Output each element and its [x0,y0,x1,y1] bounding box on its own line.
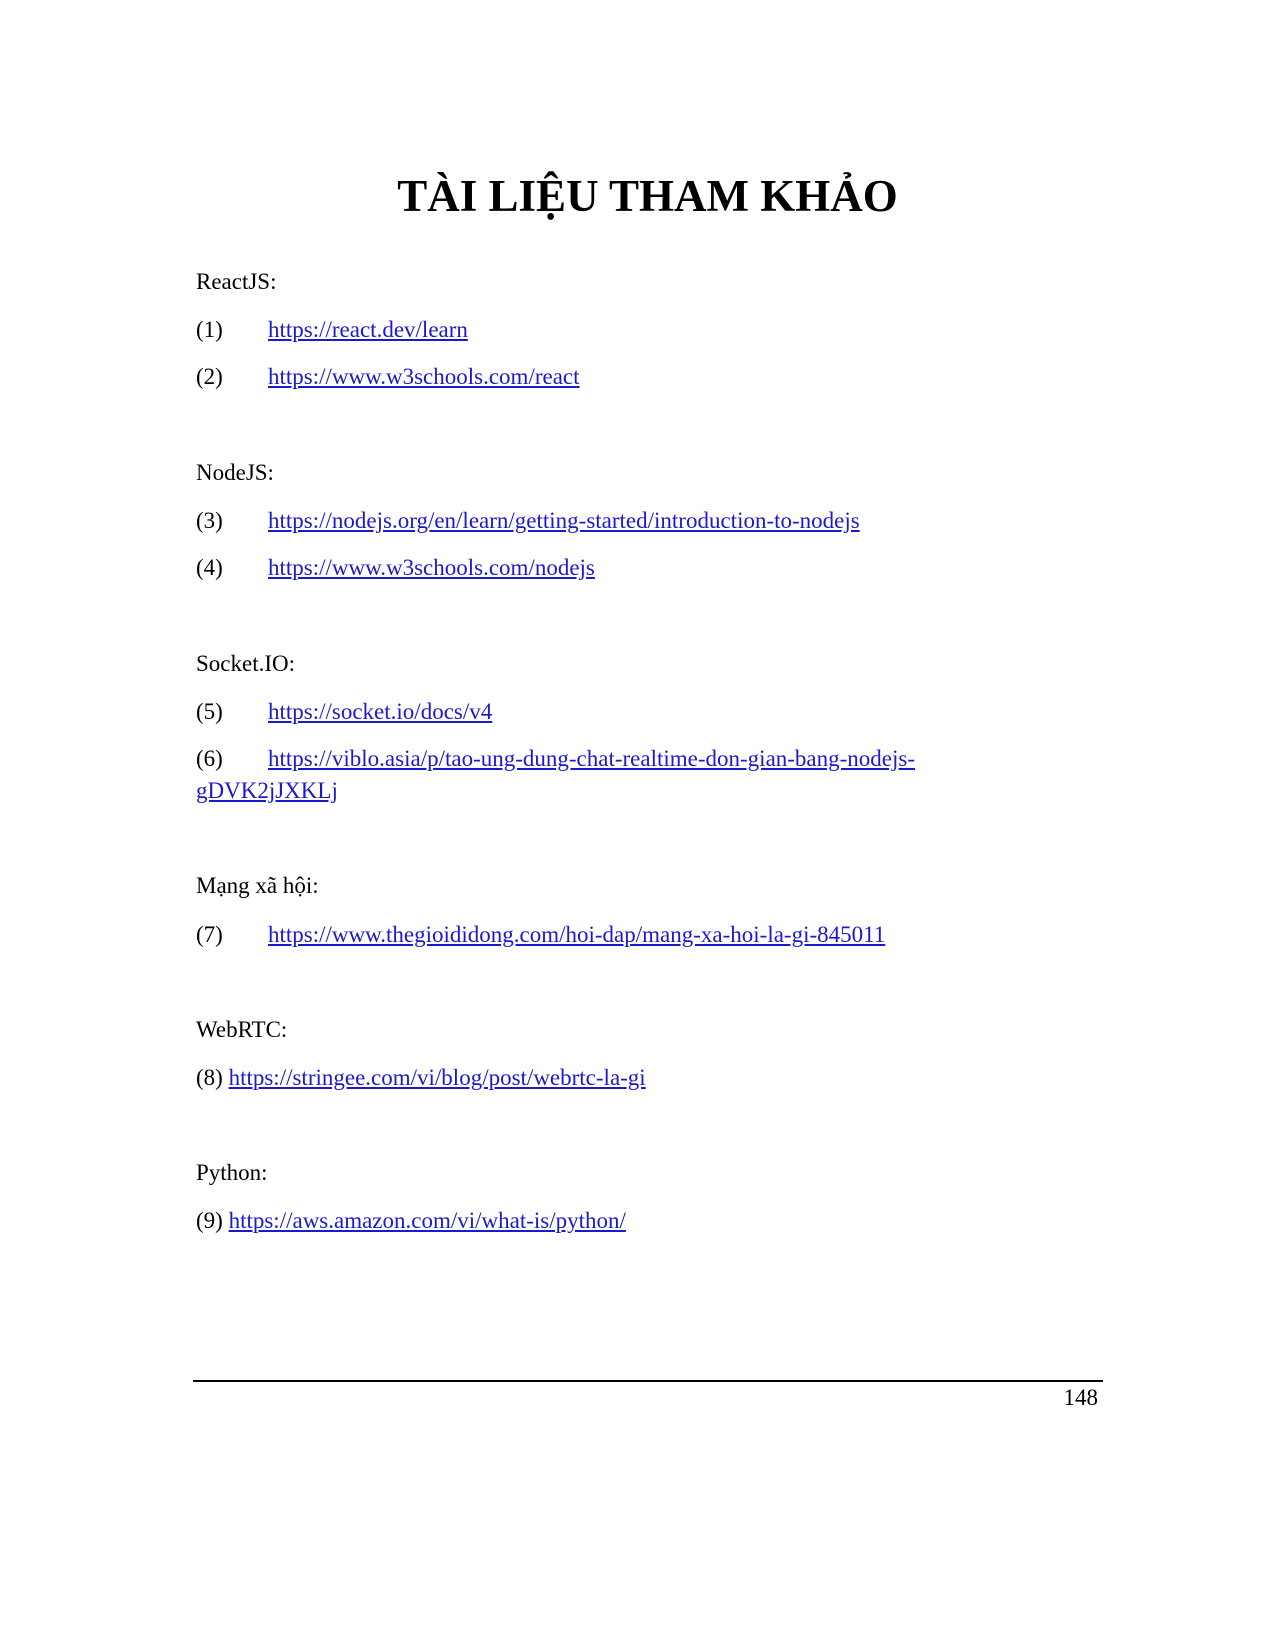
reference-number: (7) [196,922,223,947]
reference-link[interactable]: https://www.w3schools.com/react [268,364,580,389]
page-number: 148 [1063,1385,1098,1410]
reference-number: (5) [196,699,223,724]
reference-6-continued [196,778,338,804]
page-title: TÀI LIỆU THAM KHẢO [397,171,898,221]
reference-link-continued[interactable]: gDVK2jJXKLj [196,778,338,803]
reference-2 [196,364,580,390]
reference-8 [196,1065,646,1091]
section-heading-reactjs: ReactJS: [196,269,277,294]
footer-rule [193,1380,1103,1382]
reference-number: (3) [196,508,223,533]
reference-number: (1) [196,317,223,342]
reference-link[interactable]: https://www.thegioididong.com/hoi-dap/mang-xa-hoi-la-gi-845011 [268,922,886,947]
reference-link[interactable]: https://socket.io/docs/v4 [268,699,493,724]
reference-9 [196,1208,626,1234]
reference-number: (2) [196,364,223,389]
section-heading-nodejs: NodeJS: [196,460,274,485]
reference-number: (4) [196,555,223,580]
reference-link[interactable]: https://stringee.com/vi/blog/post/webrtc-la-gi [228,1065,646,1090]
reference-link[interactable]: https://viblo.asia/p/tao-ung-dung-chat-realtime-don-gian-bang-nodejs- [268,746,916,771]
reference-link[interactable]: https://nodejs.org/en/learn/getting-started/introduction-to-nodejs [268,508,860,533]
reference-number: (9) [196,1208,223,1233]
reference-6 [196,746,915,772]
reference-number: (8) [196,1065,223,1090]
reference-3 [196,508,860,534]
reference-number: (6) [196,746,223,771]
reference-link[interactable]: https://www.w3schools.com/nodejs [268,555,595,580]
reference-7 [196,922,885,948]
reference-5 [196,699,492,725]
section-heading-webrtc: WebRTC: [196,1017,288,1042]
reference-4 [196,555,595,581]
reference-link[interactable]: https://aws.amazon.com/vi/what-is/python/ [228,1208,626,1233]
reference-link[interactable]: https://react.dev/learn [268,317,468,342]
section-heading-socketio: Socket.IO: [196,651,296,676]
reference-1 [196,317,468,343]
section-heading-social-network: Mạng xã hội: [196,873,319,898]
section-heading-python: Python: [196,1160,268,1185]
